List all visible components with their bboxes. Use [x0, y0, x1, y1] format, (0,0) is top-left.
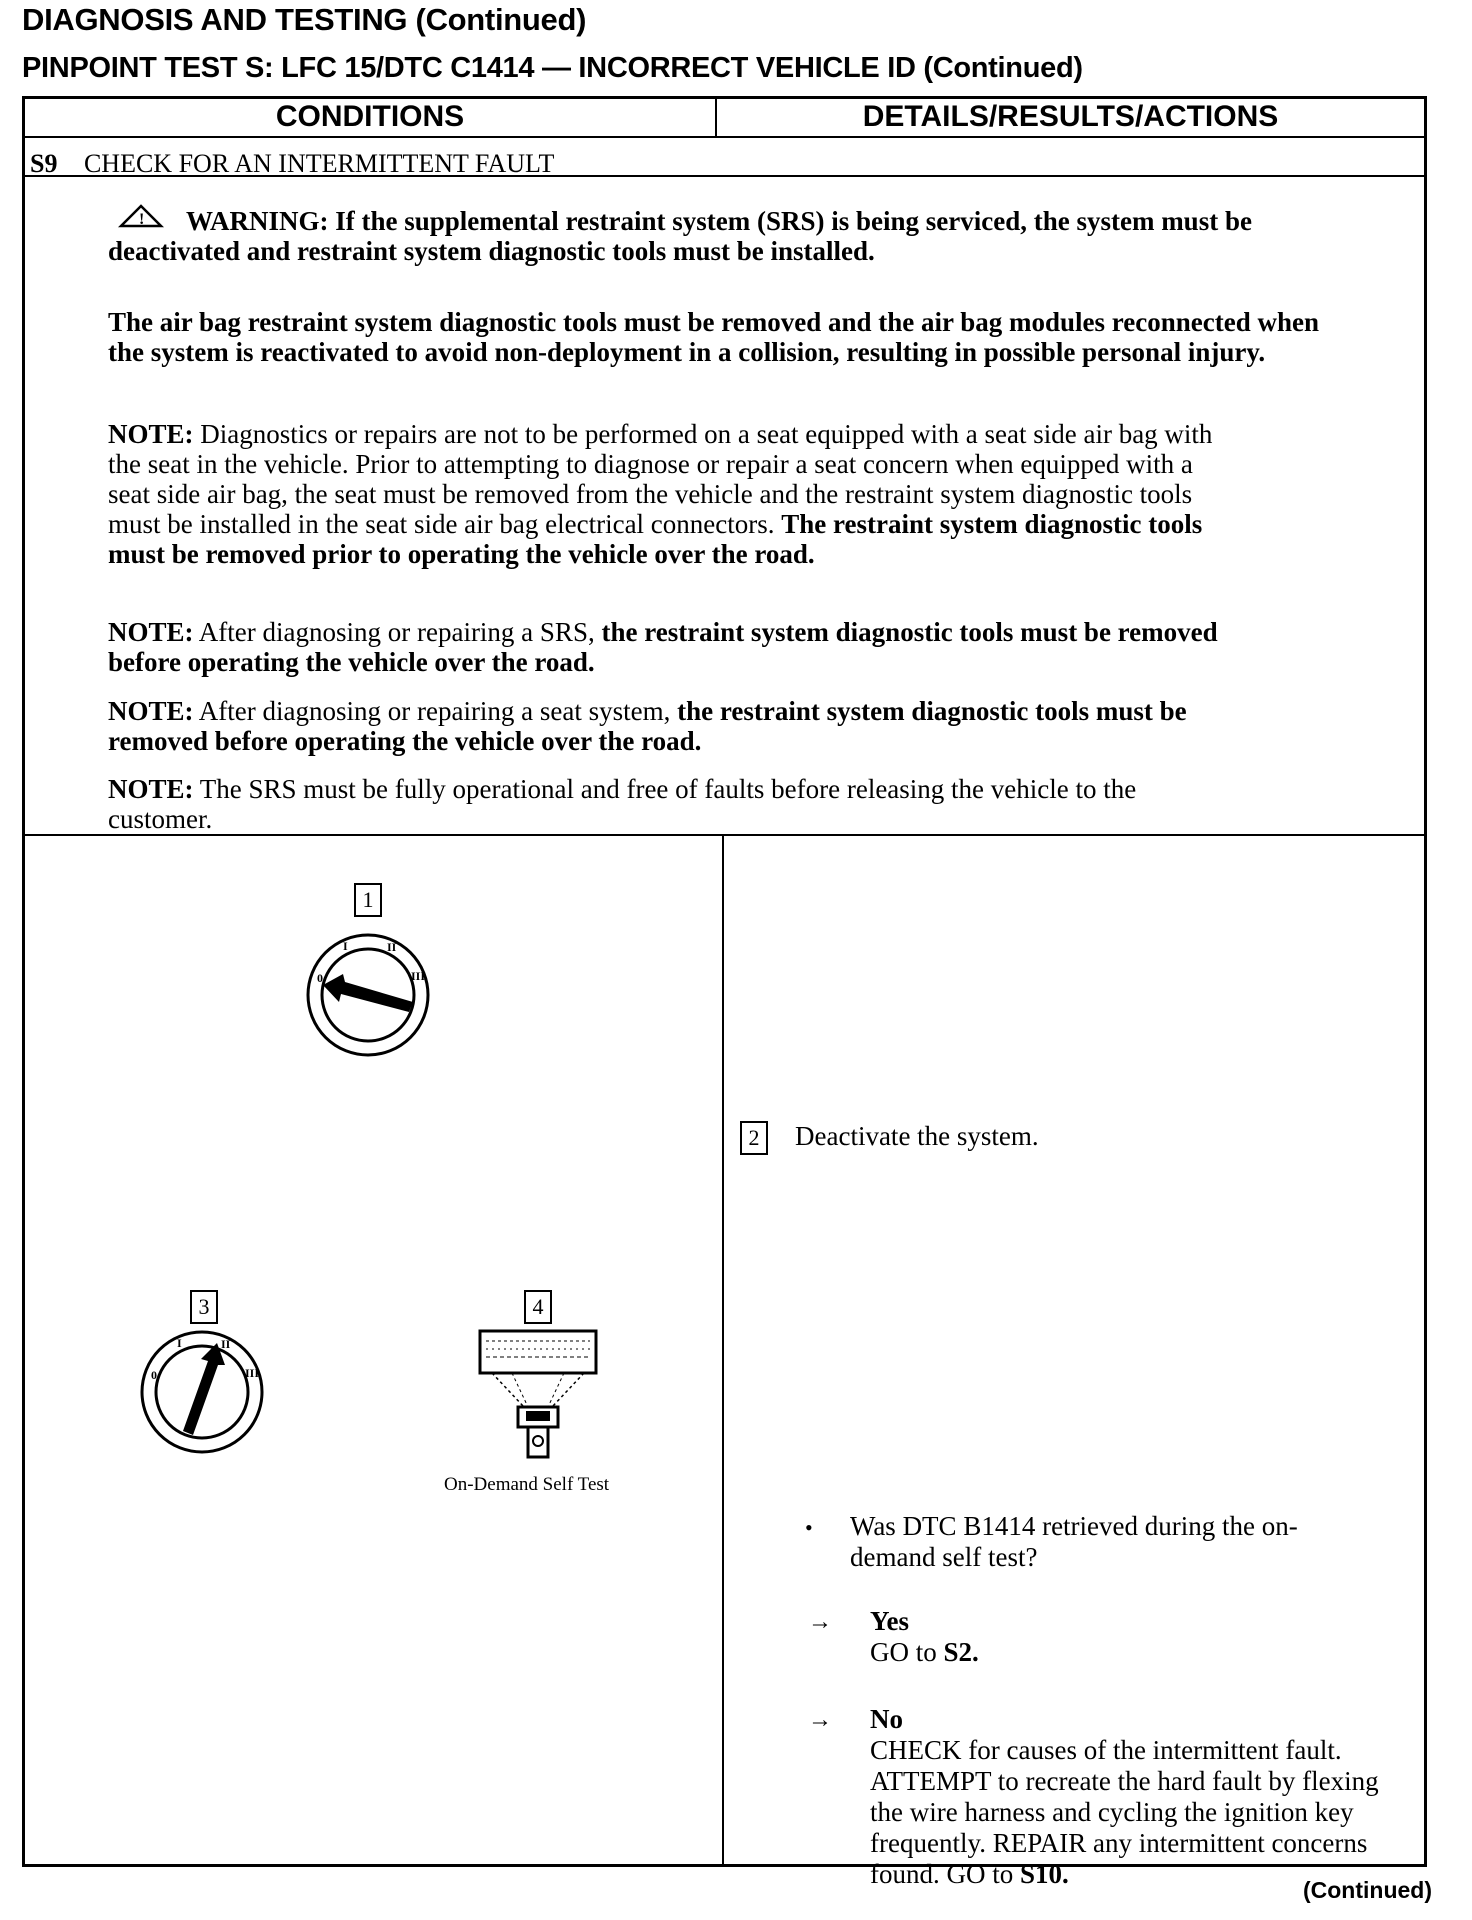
note-bold-text: the restraint system diagnostic tools must be removed before operating the vehicle over the road.	[108, 696, 1187, 756]
note-1	[108, 419, 1228, 569]
note-4	[108, 774, 1228, 834]
no-target: S10.	[1020, 1859, 1069, 1889]
note-2	[108, 617, 1228, 677]
callout-1: 1	[354, 883, 382, 917]
ign-label-0: 0	[317, 971, 323, 985]
no-label: No	[870, 1704, 903, 1734]
scan-tool-icon	[472, 1327, 602, 1467]
table-border-left	[22, 96, 25, 1867]
warning-text-2: The air bag restraint system diagnostic tools must be removed and the air bag modules reconnected when the system is reactivated to avoid non-deployment in a collision, resulting in possible personal injury.	[108, 307, 1319, 367]
notes-bottom-divider	[22, 834, 1427, 836]
header-row-divider	[22, 136, 1427, 138]
warning-text: WARNING: If the supplemental restraint system (SRS) is being serviced, the system must be deactivated and restraint system diagnostic tools must be installed.	[108, 206, 1252, 266]
ign-label-1: I	[177, 1336, 182, 1350]
ign-label-1: I	[343, 939, 348, 953]
table-border-top	[22, 96, 1427, 99]
ign-label-3: III	[245, 1366, 260, 1380]
ign-label-2: II	[387, 940, 397, 954]
svg-text:!: !	[139, 211, 145, 228]
ign-label-0: 0	[151, 1368, 157, 1382]
yes-action: GO to	[870, 1637, 937, 1667]
yes-action-line	[870, 1637, 1370, 1668]
no-action-line	[870, 1735, 1415, 1890]
test-title: PINPOINT TEST S: LFC 15/DTC C1414 — INCORRECT VEHICLE ID (Continued)	[22, 52, 1083, 84]
note-label: NOTE:	[108, 617, 194, 647]
table-border-right	[1424, 96, 1427, 1867]
step-id: S9	[30, 149, 58, 178]
ignition-switch-run-icon	[137, 1327, 267, 1462]
body-column-divider	[722, 834, 724, 1866]
no-action: CHECK for causes of the intermittent fault. ATTEMPT to recreate the hard fault by flexing the wire harness and cycling the ignition key frequently. REPAIR any intermittent concerns found. GO to	[870, 1735, 1379, 1889]
note-text: Diagnostics or repairs are not to be performed on a seat equipped with a seat side air bag with the seat in the vehicle. Prior to attempting to diagnose or repair a seat concern when equipped with a seat side air bag, the seat must be removed from the vehicle and the restraint system diagnostic tools must be installed in the seat side air bag electrical connectors.	[108, 419, 1213, 539]
question-text: Was DTC B1414 retrieved during the on-demand self test?	[850, 1511, 1298, 1572]
note-label: NOTE:	[108, 696, 194, 726]
callout-3: 3	[190, 1290, 218, 1324]
yes-target: S2.	[943, 1637, 979, 1667]
no-arrow-icon: →	[808, 1707, 832, 1733]
step-row	[30, 149, 554, 179]
note-text: After diagnosing or repairing a seat system,	[198, 696, 671, 726]
continued-label: (Continued)	[1302, 1877, 1432, 1903]
col-header-details: DETAILS/RESULTS/ACTIONS	[862, 100, 1279, 133]
note-3	[108, 696, 1228, 756]
ign-label-3: III	[411, 969, 426, 983]
figure-caption: On-Demand Self Test	[444, 1474, 610, 1495]
ignition-switch-off-icon	[303, 930, 433, 1065]
note-label: NOTE:	[108, 419, 194, 449]
col-header-conditions: CONDITIONS	[275, 100, 465, 133]
note-text: The SRS must be fully operational and free of faults before releasing the vehicle to the customer.	[108, 774, 1137, 834]
callout-2: 2	[740, 1121, 768, 1155]
callout-4: 4	[524, 1290, 552, 1324]
note-bold-text: The restraint system diagnostic tools must be removed prior to operating the vehicle over the road.	[108, 509, 1203, 569]
yes-arrow-icon: →	[808, 1609, 832, 1635]
no-branch	[870, 1704, 1415, 1890]
section-title: DIAGNOSIS AND TESTING (Continued)	[22, 2, 587, 37]
step-title: CHECK FOR AN INTERMITTENT FAULT	[83, 149, 555, 178]
note-label: NOTE:	[108, 774, 194, 804]
yes-branch	[870, 1606, 1370, 1668]
question-bullet: •	[805, 1515, 813, 1540]
note-text: After diagnosing or repairing a SRS,	[198, 617, 595, 647]
yes-label: Yes	[870, 1606, 909, 1636]
note-bold-text: the restraint system diagnostic tools must be removed before operating the vehicle over the road.	[108, 617, 1218, 677]
ign-label-2: II	[221, 1337, 231, 1351]
step-2-text: Deactivate the system.	[795, 1121, 1039, 1151]
